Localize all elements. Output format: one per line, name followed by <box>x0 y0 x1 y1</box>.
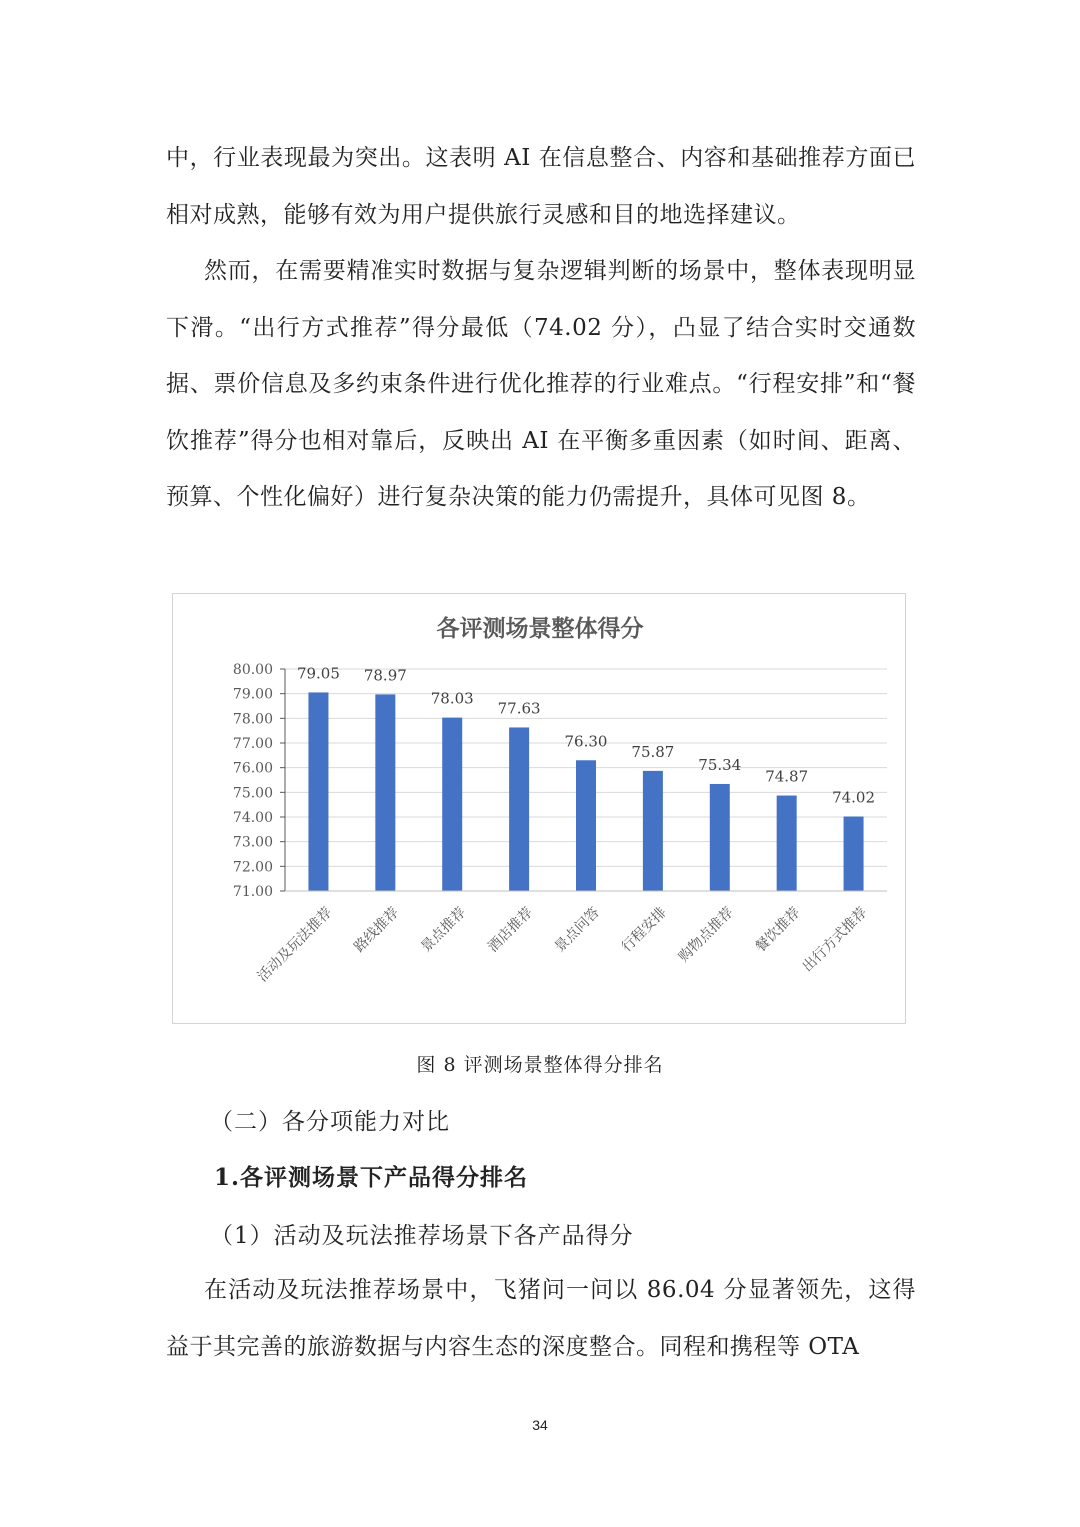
data-label: 76.30 <box>564 732 608 751</box>
section-heading: （二）各分项能力对比 <box>210 1109 450 1135</box>
bar <box>509 727 529 891</box>
data-label: 74.02 <box>832 788 876 807</box>
x-category-label: 活动及玩法推荐 <box>254 904 336 986</box>
paragraph-3: 在活动及玩法推荐场景中，飞猪问一问以 86.04 分显著领先，这得益于其完善的旅游数据与内容生态的深度整合。同程和携程等 OTA <box>166 1277 916 1360</box>
y-tick-label: 77.00 <box>232 736 273 752</box>
data-label: 74.87 <box>765 767 809 786</box>
bar <box>710 784 730 891</box>
chart-figure <box>172 593 906 1024</box>
data-label: 79.05 <box>296 664 340 683</box>
y-tick-label: 73.00 <box>232 834 273 851</box>
x-category-label: 景点推荐 <box>418 904 470 956</box>
paragraph-2: 然而，在需要精准实时数据与复杂逻辑判断的场景中，整体表现明显下滑。“出行方式推荐”得分最低（74.02 分），凸显了结合实时交通数据、票价信息及多约束条件进行优化推荐的行业难点。“行程安排”和“餐饮推荐”得分也相对靠后，反映出 AI 在平衡多重因素（如时间、距离、预算、个性化偏好）进行复杂决策的能力仍需提升，具体可见图 8。 <box>166 258 916 510</box>
bar-chart <box>173 594 907 1025</box>
y-tick-label: 71.00 <box>232 884 273 900</box>
paragraph-1: 中，行业表现最为突出。这表明 AI 在信息整合、内容和基础推荐方面已相对成熟，能够有效为用户提供旅行灵感和目的地选择建议。 <box>166 145 916 228</box>
bar <box>643 771 663 891</box>
data-label: 75.34 <box>698 755 742 774</box>
y-tick-label: 80.00 <box>232 662 273 678</box>
y-tick-label: 76.00 <box>232 760 273 777</box>
data-label: 78.03 <box>430 689 474 708</box>
bar <box>375 694 395 891</box>
y-tick-label: 72.00 <box>232 859 273 876</box>
bar <box>576 760 596 891</box>
subsection-heading: 1.各评测场景下产品得分排名 <box>214 1164 529 1191</box>
data-label: 78.97 <box>363 666 407 685</box>
bar <box>777 796 797 891</box>
x-category-label: 购物点推荐 <box>675 904 737 966</box>
data-label: 75.87 <box>631 742 675 761</box>
subsubsection-heading: （1）活动及玩法推荐场景下各产品得分 <box>210 1223 634 1249</box>
x-category-label: 路线推荐 <box>351 904 403 956</box>
y-tick-label: 78.00 <box>232 711 273 728</box>
figure-caption: 图 8 评测场景整体得分排名 <box>416 1054 664 1076</box>
x-category-label: 行程安排 <box>618 904 670 956</box>
x-category-label: 景点问答 <box>551 904 603 956</box>
x-category-label: 出行方式推荐 <box>799 904 871 976</box>
page-number: 34 <box>532 1417 548 1433</box>
y-tick-label: 75.00 <box>232 785 273 802</box>
data-label: 77.63 <box>497 699 541 718</box>
x-category-label: 餐饮推荐 <box>752 904 804 956</box>
bar <box>844 817 864 891</box>
y-tick-label: 79.00 <box>232 686 273 703</box>
bar <box>442 718 462 891</box>
x-category-label: 酒店推荐 <box>485 904 536 956</box>
chart-title: 各评测场景整体得分 <box>436 616 644 642</box>
bar <box>308 692 328 891</box>
y-tick-label: 74.00 <box>232 810 273 826</box>
